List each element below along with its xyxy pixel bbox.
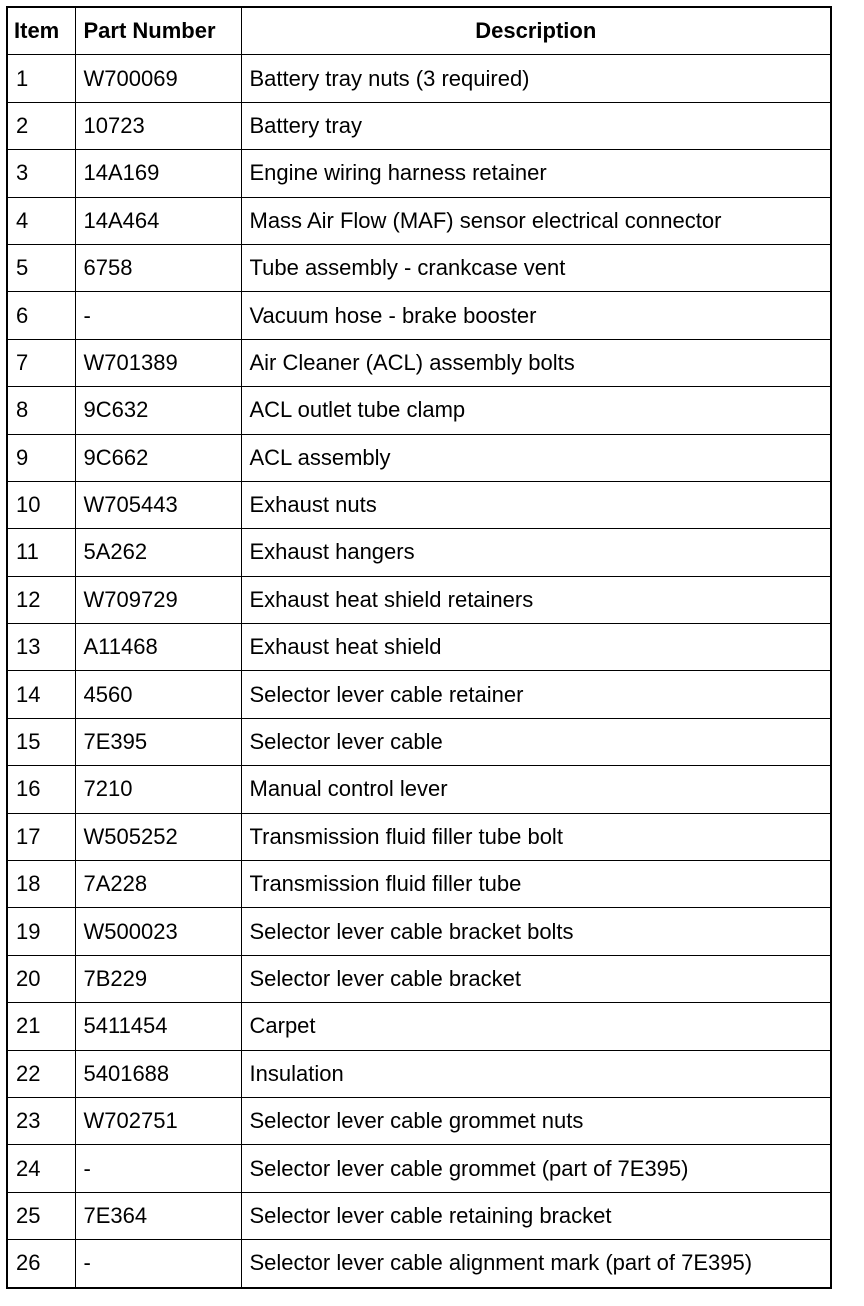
cell-part-number: 14A464 (75, 197, 241, 244)
cell-description: Exhaust heat shield (241, 624, 831, 671)
cell-item: 22 (7, 1050, 75, 1097)
cell-part-number: 7B229 (75, 955, 241, 1002)
header-item: Item (7, 7, 75, 55)
cell-item: 23 (7, 1097, 75, 1144)
cell-description: Vacuum hose - brake booster (241, 292, 831, 339)
cell-description: Selector lever cable retainer (241, 671, 831, 718)
cell-description: Selector lever cable bracket bolts (241, 908, 831, 955)
cell-part-number: 10723 (75, 102, 241, 149)
cell-part-number: 6758 (75, 244, 241, 291)
header-row (7, 7, 831, 55)
table-row (7, 671, 831, 718)
cell-part-number: W701389 (75, 339, 241, 386)
table-row (7, 624, 831, 671)
table-row (7, 1240, 831, 1288)
cell-item: 5 (7, 244, 75, 291)
cell-item: 20 (7, 955, 75, 1002)
cell-part-number: W500023 (75, 908, 241, 955)
cell-description: Transmission fluid filler tube (241, 861, 831, 908)
cell-item: 13 (7, 624, 75, 671)
table-row (7, 766, 831, 813)
parts-table-container (6, 6, 832, 1289)
cell-part-number: A11468 (75, 624, 241, 671)
table-row (7, 718, 831, 765)
cell-description: ACL assembly (241, 434, 831, 481)
cell-part-number: 14A169 (75, 150, 241, 197)
cell-part-number: 7E364 (75, 1192, 241, 1239)
cell-item: 24 (7, 1145, 75, 1192)
parts-table (6, 6, 832, 1289)
cell-description: Mass Air Flow (MAF) sensor electrical connector (241, 197, 831, 244)
table-row (7, 481, 831, 528)
cell-item: 3 (7, 150, 75, 197)
cell-description: ACL outlet tube clamp (241, 387, 831, 434)
table-row (7, 292, 831, 339)
cell-part-number: 7A228 (75, 861, 241, 908)
cell-description: Exhaust heat shield retainers (241, 576, 831, 623)
cell-description: Selector lever cable retaining bracket (241, 1192, 831, 1239)
cell-item: 21 (7, 1003, 75, 1050)
cell-description: Battery tray (241, 102, 831, 149)
cell-item: 18 (7, 861, 75, 908)
cell-part-number: 5411454 (75, 1003, 241, 1050)
table-row (7, 1003, 831, 1050)
cell-part-number: - (75, 1145, 241, 1192)
cell-description: Selector lever cable bracket (241, 955, 831, 1002)
table-row (7, 1192, 831, 1239)
cell-description: Exhaust nuts (241, 481, 831, 528)
cell-part-number: 9C632 (75, 387, 241, 434)
cell-description: Carpet (241, 1003, 831, 1050)
cell-item: 6 (7, 292, 75, 339)
table-row (7, 813, 831, 860)
table-row (7, 576, 831, 623)
cell-item: 25 (7, 1192, 75, 1239)
cell-description: Engine wiring harness retainer (241, 150, 831, 197)
cell-item: 12 (7, 576, 75, 623)
table-row (7, 102, 831, 149)
cell-item: 9 (7, 434, 75, 481)
cell-item: 17 (7, 813, 75, 860)
table-row (7, 1097, 831, 1144)
cell-item: 7 (7, 339, 75, 386)
table-row (7, 55, 831, 102)
cell-item: 14 (7, 671, 75, 718)
cell-description: Selector lever cable grommet nuts (241, 1097, 831, 1144)
table-row (7, 1050, 831, 1097)
cell-part-number: W705443 (75, 481, 241, 528)
cell-part-number: 7210 (75, 766, 241, 813)
cell-item: 8 (7, 387, 75, 434)
cell-description: Manual control lever (241, 766, 831, 813)
header-part-number: Part Number (75, 7, 241, 55)
cell-item: 11 (7, 529, 75, 576)
table-row (7, 434, 831, 481)
table-header (7, 7, 831, 55)
cell-description: Insulation (241, 1050, 831, 1097)
header-description: Description (241, 7, 831, 55)
cell-part-number: 9C662 (75, 434, 241, 481)
table-row (7, 861, 831, 908)
cell-description: Transmission fluid filler tube bolt (241, 813, 831, 860)
cell-item: 15 (7, 718, 75, 765)
cell-part-number: - (75, 1240, 241, 1288)
cell-item: 1 (7, 55, 75, 102)
cell-item: 19 (7, 908, 75, 955)
table-row (7, 244, 831, 291)
table-row (7, 1145, 831, 1192)
cell-description: Selector lever cable alignment mark (part of 7E395) (241, 1240, 831, 1288)
cell-item: 10 (7, 481, 75, 528)
table-row (7, 150, 831, 197)
cell-description: Tube assembly - crankcase vent (241, 244, 831, 291)
cell-part-number: 7E395 (75, 718, 241, 765)
cell-description: Selector lever cable (241, 718, 831, 765)
cell-part-number: W702751 (75, 1097, 241, 1144)
table-body (7, 55, 831, 1288)
cell-description: Exhaust hangers (241, 529, 831, 576)
cell-description: Selector lever cable grommet (part of 7E395) (241, 1145, 831, 1192)
table-row (7, 529, 831, 576)
cell-item: 16 (7, 766, 75, 813)
table-row (7, 387, 831, 434)
table-row (7, 908, 831, 955)
cell-item: 2 (7, 102, 75, 149)
cell-part-number: - (75, 292, 241, 339)
cell-part-number: 5401688 (75, 1050, 241, 1097)
cell-part-number: 4560 (75, 671, 241, 718)
cell-description: Battery tray nuts (3 required) (241, 55, 831, 102)
cell-part-number: W505252 (75, 813, 241, 860)
cell-item: 26 (7, 1240, 75, 1288)
table-row (7, 197, 831, 244)
cell-part-number: W709729 (75, 576, 241, 623)
cell-description: Air Cleaner (ACL) assembly bolts (241, 339, 831, 386)
cell-item: 4 (7, 197, 75, 244)
cell-part-number: W700069 (75, 55, 241, 102)
cell-part-number: 5A262 (75, 529, 241, 576)
table-row (7, 339, 831, 386)
table-row (7, 955, 831, 1002)
